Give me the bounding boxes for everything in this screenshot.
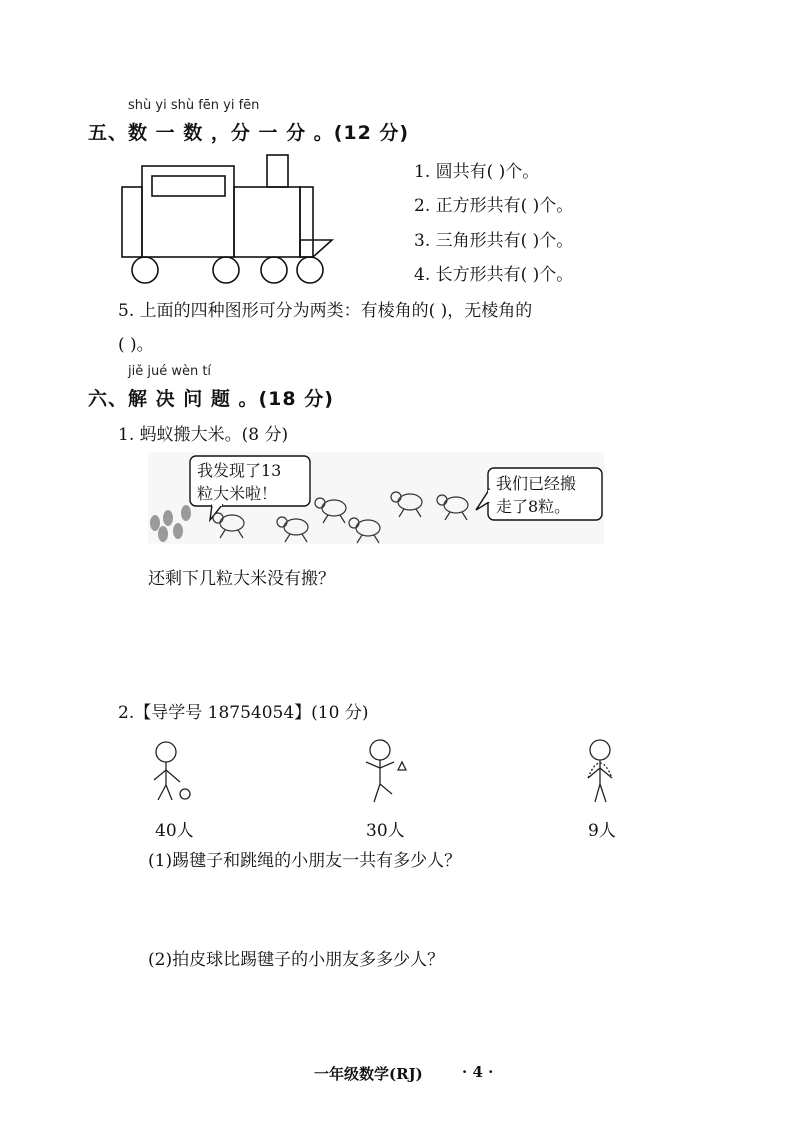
kid-shuttlecock-count: 30人: [366, 821, 405, 841]
shuttlecock-icon: [398, 762, 406, 770]
section6-pinyin: jiě jué wèn tí: [128, 364, 212, 379]
section5-heading: 五、数 一 数 ，分 一 分 。(12 分): [88, 122, 410, 144]
problem1-title: 1. 蚂蚁搬大米。(8 分): [118, 425, 289, 445]
footer-page-number: · 4 ·: [462, 1063, 494, 1081]
kid-rope-count: 9人: [588, 821, 616, 841]
speech-right-line2: 走了8粒。: [496, 497, 571, 516]
kid-shuttlecock-figure: [366, 740, 406, 802]
footer-subject: 一年级数学(RJ): [314, 1065, 423, 1083]
problem2-question2: (2)拍皮球比踢毽子的小朋友多多少人？: [148, 950, 445, 970]
question-triangle-count: 3. 三角形共有( )个。: [414, 231, 574, 251]
kid-ball-figure: [154, 742, 190, 800]
problem1-question: 还剩下几粒大米没有搬？: [148, 569, 335, 589]
question-classify-line2: ( )。: [118, 335, 154, 355]
question-circle-count: 1. 圆共有( )个。: [414, 162, 540, 182]
kid-ball-count: 40人: [155, 821, 194, 841]
problem2-question1: (1)踢毽子和跳绳的小朋友一共有多少人？: [148, 851, 462, 871]
section6-heading: 六、解 决 问 题 。(18 分): [88, 388, 334, 410]
problem2-title: 2.【导学号 18754054】(10 分): [118, 703, 369, 723]
ball-icon: [180, 789, 190, 799]
question-rectangle-count: 4. 长方形共有( )个。: [414, 265, 574, 285]
section5-pinyin: shù yi shù fēn yi fēn: [128, 98, 260, 113]
kid-rope-figure: [588, 740, 612, 802]
question-square-count: 2. 正方形共有( )个。: [414, 196, 574, 216]
question-classify-line1: 5. 上面的四种图形可分为两类：有棱角的( )，无棱角的: [118, 301, 533, 321]
speech-left-line2: 粒大米啦！: [197, 484, 278, 503]
speech-right-line1: 我们已经搬: [496, 474, 577, 493]
speech-left-line1: 我发现了13: [197, 461, 282, 480]
